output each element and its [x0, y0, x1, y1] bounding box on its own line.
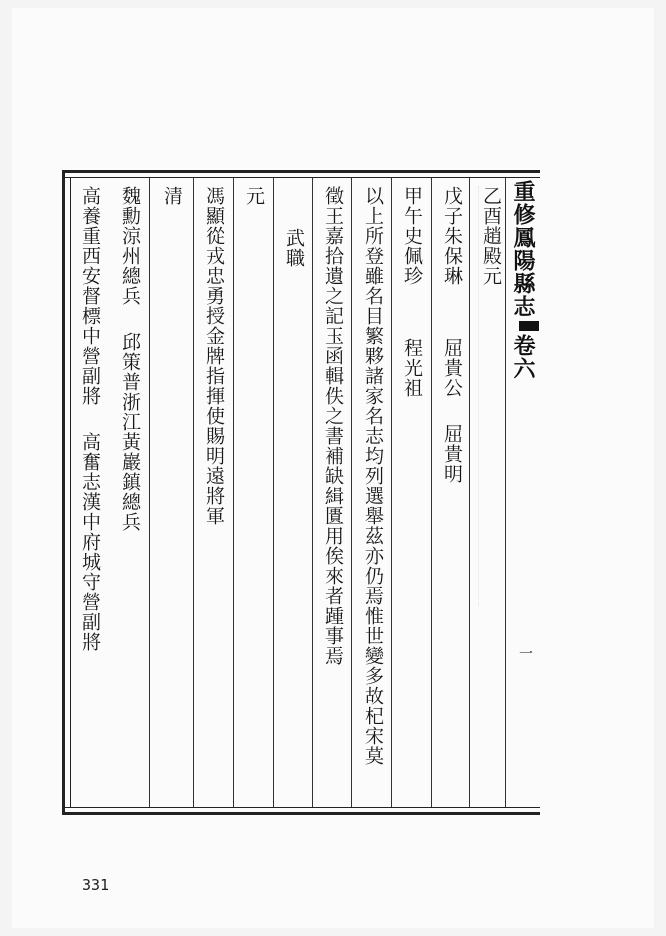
- column-text: 戊子朱保琳: [441, 186, 463, 286]
- column-text: 程光祖: [401, 338, 423, 398]
- column-text: 馮顯從戎忠勇授金牌指揮使賜明遠將軍: [203, 186, 225, 526]
- text-column-4: [361, 186, 385, 766]
- dynasty-heading: 元: [243, 186, 265, 206]
- text-column-11: [78, 186, 102, 652]
- column-rule: [312, 178, 313, 807]
- text-column-2: [440, 186, 464, 484]
- column-rule: [233, 178, 234, 807]
- folio-number: 一: [517, 646, 533, 660]
- frame-inner-left-rule: [70, 177, 71, 808]
- text-column-9: [160, 186, 184, 206]
- text-column-7: [242, 186, 266, 206]
- column-rule: [505, 178, 506, 807]
- column-text: 乙酉趙殿元: [480, 186, 502, 286]
- column-rule: [431, 178, 432, 807]
- column-text: 高奮志漢中府城守營副將: [79, 432, 101, 652]
- column-text: 徵王嘉拾遺之記玉函輯佚之書補缺緝匱用俟來者踵事焉: [322, 186, 344, 666]
- text-column-1: [479, 186, 503, 286]
- column-rule: [273, 178, 274, 807]
- column-rule: [149, 178, 150, 807]
- frame-inner-bottom-rule: [62, 807, 540, 808]
- column-text: 魏勳涼州總兵: [119, 186, 141, 306]
- text-column-5: [321, 186, 345, 666]
- column-text: 高養重西安督標中營副將: [79, 186, 101, 406]
- text-column-8: [202, 186, 226, 526]
- text-column-6: [282, 228, 306, 268]
- column-rule: [351, 178, 352, 807]
- page-header: [507, 180, 539, 380]
- separator-block-icon: [519, 321, 539, 331]
- column-rule: [391, 178, 392, 807]
- column-text: 甲午史佩珍: [401, 186, 423, 286]
- column-text: 屈貴明: [441, 424, 463, 484]
- column-text: 邱策普浙江黃巖鎮總兵: [119, 332, 141, 532]
- page-number: 331: [82, 876, 110, 894]
- column-text: 屈貴公: [441, 338, 463, 398]
- section-heading: 武職: [283, 228, 305, 268]
- volume-label: 卷六: [510, 334, 536, 380]
- column-rule: [193, 178, 194, 807]
- column-text: 以上所登雖名目繁夥諸家名志均列選舉茲亦仍焉惟世變多故杞宋莫: [362, 186, 384, 766]
- column-rule: [469, 178, 470, 807]
- dynasty-heading: 清: [161, 186, 183, 206]
- text-column-3: [400, 186, 424, 398]
- book-title: 重修鳳陽縣志: [510, 180, 536, 318]
- text-column-10: [118, 186, 142, 532]
